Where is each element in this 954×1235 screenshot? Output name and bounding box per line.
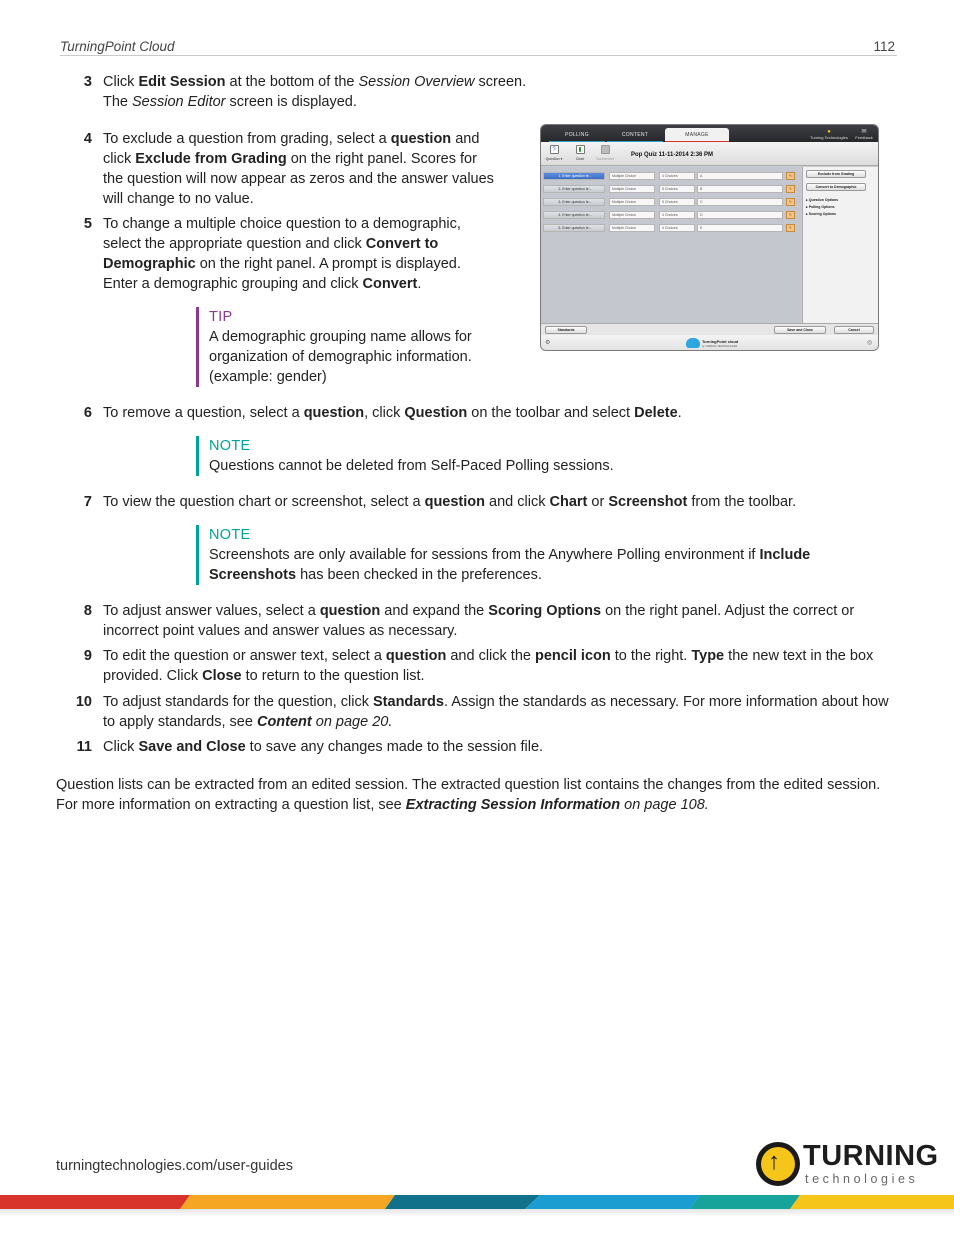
answer-field[interactable]: A [697, 172, 783, 180]
type-dropdown[interactable]: Multiple Choice [609, 211, 655, 219]
cancel-button[interactable]: Cancel [834, 326, 874, 334]
answer-field[interactable]: E [697, 224, 783, 232]
text: on the right panel. A prompt is displayed. Enter a demographic grouping and click [103, 256, 461, 292]
bold-term: question [385, 648, 447, 664]
editor-bottom-bar [541, 323, 878, 335]
cross-reference-link[interactable]: Extracting Session Information [405, 797, 621, 813]
step-number: 3 [83, 74, 92, 90]
step-number: 4 [83, 131, 92, 147]
type-dropdown[interactable]: Multiple Choice [609, 198, 655, 206]
footer-url[interactable]: turningtechnologies.com/user-guides [56, 1158, 293, 1174]
step-text [103, 403, 893, 423]
italic-term: Session Overview [358, 74, 475, 90]
right-panel [802, 167, 879, 323]
text: Screenshots are only available for sessions from the Anywhere Polling environment if [209, 547, 760, 563]
note-callout [196, 525, 846, 585]
step-number: 9 [83, 648, 92, 664]
status-bar [541, 335, 878, 351]
question-cell[interactable]: 1. Enter question te... [543, 172, 605, 180]
step-number: 5 [83, 216, 92, 232]
text: To adjust standards for the question, click [103, 694, 374, 710]
help-icon[interactable]: ◎ [867, 340, 873, 346]
feedback-button[interactable] [851, 129, 877, 141]
bold-term: Include Screenshots [209, 547, 811, 583]
text: at the bottom of the [225, 74, 359, 90]
type-dropdown[interactable]: Multiple Choice [609, 185, 655, 193]
step-text [103, 214, 483, 294]
text: to save any changes made to the session file. [245, 739, 544, 755]
standards-button[interactable]: Standards [545, 326, 587, 334]
text: on the toolbar and select [467, 405, 635, 421]
bold-term: Close [202, 668, 242, 684]
logo-subtitle: technologies [805, 1172, 919, 1186]
question-row[interactable] [541, 170, 801, 182]
step-number: 6 [83, 405, 92, 421]
step-number: 10 [75, 694, 92, 710]
text: . Assign the standards as necessary. For more information about how to apply standards, see [103, 694, 889, 730]
question-icon: ? [550, 145, 559, 154]
text: and click [485, 494, 550, 510]
bold-term: Convert [362, 276, 418, 292]
bold-term: Type [691, 648, 725, 664]
italic-term: Session Editor [132, 94, 226, 110]
text: . [388, 714, 393, 730]
text: and click the [446, 648, 535, 664]
pencil-icon[interactable]: ✎ [786, 224, 795, 232]
closing-paragraph [56, 775, 896, 815]
bold-term: question [303, 405, 365, 421]
text: the new text in the box provided. Click [103, 648, 874, 684]
text: To change a multiple choice question to a demographic, select the appropriate question and click [103, 216, 461, 252]
step-number: 7 [83, 494, 92, 510]
editor-toolbar [541, 142, 878, 166]
text: , click [364, 405, 405, 421]
text: To remove a question, select a [103, 405, 304, 421]
exclude-from-grading-button[interactable]: Exclude from Grading [806, 170, 866, 178]
pencil-icon[interactable]: ✎ [786, 172, 795, 180]
polling-options-expander[interactable]: ▸ Polling Options [806, 205, 835, 209]
step-text [103, 692, 895, 732]
step-text [103, 492, 893, 512]
text: Click [103, 739, 139, 755]
step-number: 8 [83, 603, 92, 619]
turning-logo-icon: ↑ [756, 1142, 800, 1186]
text: screen. [474, 74, 527, 90]
bold-term: Edit Session [138, 74, 226, 90]
settings-gear-icon[interactable]: ⚙ [545, 340, 551, 346]
turningpoint-cloud-logo [702, 339, 738, 349]
pencil-icon[interactable]: ✎ [786, 185, 795, 193]
bold-term: Scoring Options [488, 603, 602, 619]
text: To view the question chart or screenshot, select a [103, 494, 425, 510]
choices-dropdown[interactable]: 5 Choices [659, 198, 695, 206]
turning-icon: ● [827, 129, 831, 135]
bold-term: pencil icon [535, 648, 611, 664]
tab-polling[interactable]: POLLING [549, 128, 605, 142]
save-and-close-button[interactable]: Save and Close [774, 326, 826, 334]
question-cell[interactable]: 4. Enter question te... [543, 211, 605, 219]
turning-technologies-button[interactable] [809, 129, 849, 141]
pencil-icon[interactable]: ✎ [786, 198, 795, 206]
bold-term: Convert to Demographic [103, 236, 439, 272]
session-title: Pop Quiz 11-11-2014 2:36 PM [631, 152, 714, 158]
text: and click [103, 131, 480, 167]
button-label: Turning Technologies [810, 135, 848, 140]
step-text [103, 646, 895, 686]
bold-term: Screenshot [608, 494, 688, 510]
button-label: Chart [575, 157, 585, 161]
bold-term: question [424, 494, 486, 510]
choices-dropdown[interactable]: 4 Choices [659, 172, 695, 180]
callout-text [209, 545, 846, 585]
text: and expand the [380, 603, 489, 619]
convert-to-demographic-button[interactable]: Convert to Demographic [806, 183, 866, 191]
step-text [103, 737, 895, 757]
page-header [60, 37, 897, 56]
screenshot-button[interactable] [596, 145, 614, 162]
pencil-icon[interactable]: ✎ [786, 211, 795, 219]
text: to the right. [610, 648, 692, 664]
answer-field[interactable]: D [697, 211, 783, 219]
text: has been checked in the preferences. [296, 567, 542, 583]
answer-field[interactable]: C [697, 198, 783, 206]
logo-wordmark: TURNING [803, 1140, 939, 1172]
feedback-icon: ✉ [861, 129, 867, 135]
choices-dropdown[interactable]: 5 Choices [659, 185, 695, 193]
button-label: Question ▾ [545, 157, 563, 161]
question-cell[interactable]: 5. Enter question te... [543, 224, 605, 232]
text: screen is displayed. [225, 94, 357, 110]
brand-name: TurningPoint cloud [702, 339, 739, 344]
text: To exclude a question from grading, select a [103, 131, 391, 147]
step-text [103, 601, 895, 641]
bold-term: question [319, 603, 381, 619]
app-tab-bar [541, 125, 878, 142]
callout-title: NOTE [209, 527, 251, 543]
brand-tagline: by TURNING TECHNOLOGIES [702, 345, 738, 348]
question-list [541, 167, 801, 323]
text: To adjust answer values, select a [103, 603, 320, 619]
text: Click [103, 74, 139, 90]
text: . [704, 797, 709, 813]
footer-color-stripe [0, 1195, 954, 1209]
bold-term: Standards [373, 694, 444, 710]
scoring-options-expander[interactable]: ▸ Scoring Options [806, 212, 836, 216]
bold-term: Chart [549, 494, 588, 510]
page-number: 112 [873, 39, 895, 54]
text: Question lists can be extracted from an edited session. The extracted question list contains the changes from the edited session. For more information on extracting a question list, see [56, 777, 881, 813]
tab-content[interactable]: CONTENT [607, 128, 663, 142]
type-dropdown[interactable]: Multiple Choice [609, 172, 655, 180]
cloud-logo-icon [686, 338, 700, 348]
session-editor-screenshot [540, 124, 879, 351]
text: To edit the question or answer text, select a [103, 648, 386, 664]
text: from the toolbar. [687, 494, 797, 510]
question-cell[interactable]: 3. Enter question te... [543, 198, 605, 206]
text: or [587, 494, 609, 510]
callout-text: A demographic grouping name allows for organization of demographic information. (example: gender) [209, 329, 472, 385]
question-row[interactable] [541, 183, 801, 195]
text: . [417, 276, 422, 292]
callout-title: TIP [209, 309, 233, 325]
footer-shadow [0, 1209, 954, 1217]
note-callout [196, 436, 846, 476]
text: on the right panel. Scores for the question will now appear as zeros and the answer values will change to no value. [103, 151, 494, 207]
question-menu-button[interactable] [545, 145, 563, 162]
cross-reference-link[interactable]: Content [256, 714, 312, 730]
choices-dropdown[interactable]: 4 Choices [659, 224, 695, 232]
page-reference: on page 20 [311, 714, 389, 730]
question-options-expander[interactable]: ▸ Question Options [806, 198, 839, 202]
chart-button[interactable] [571, 145, 589, 162]
step-text [103, 72, 563, 112]
answer-field[interactable]: B [697, 185, 783, 193]
turning-technologies-logo [756, 1140, 939, 1187]
question-row[interactable] [541, 196, 801, 208]
bold-term: Save and Close [138, 739, 246, 755]
tip-callout [196, 307, 496, 387]
screenshot-icon [601, 145, 610, 154]
bold-term: Exclude from Grading [135, 151, 287, 167]
step-text [103, 129, 498, 209]
button-label: Feedback [855, 135, 873, 140]
callout-text: Questions cannot be deleted from Self-Paced Polling sessions. [209, 458, 614, 474]
text: on the right panel. Adjust the correct or incorrect point values and answer values as necessary. [103, 603, 855, 639]
question-row[interactable] [541, 222, 801, 234]
type-dropdown[interactable]: Multiple Choice [609, 224, 655, 232]
bold-term: Delete [634, 405, 678, 421]
text: The [103, 94, 133, 110]
callout-title: NOTE [209, 438, 251, 454]
button-label: Screenshot [596, 157, 614, 161]
bold-term: Question [404, 405, 468, 421]
chart-icon: ▮ [576, 145, 585, 154]
step-number: 11 [76, 739, 92, 755]
text: to return to the question list. [241, 668, 425, 684]
question-cell[interactable]: 2. Enter question te... [543, 185, 605, 193]
bold-term: question [390, 131, 452, 147]
choices-dropdown[interactable]: 4 Choices [659, 211, 695, 219]
tab-manage[interactable]: MANAGE [665, 128, 729, 142]
document-title: TurningPoint Cloud [60, 39, 175, 54]
text: . [677, 405, 682, 421]
question-row[interactable] [541, 209, 801, 221]
page-reference: on page 108 [620, 797, 705, 813]
